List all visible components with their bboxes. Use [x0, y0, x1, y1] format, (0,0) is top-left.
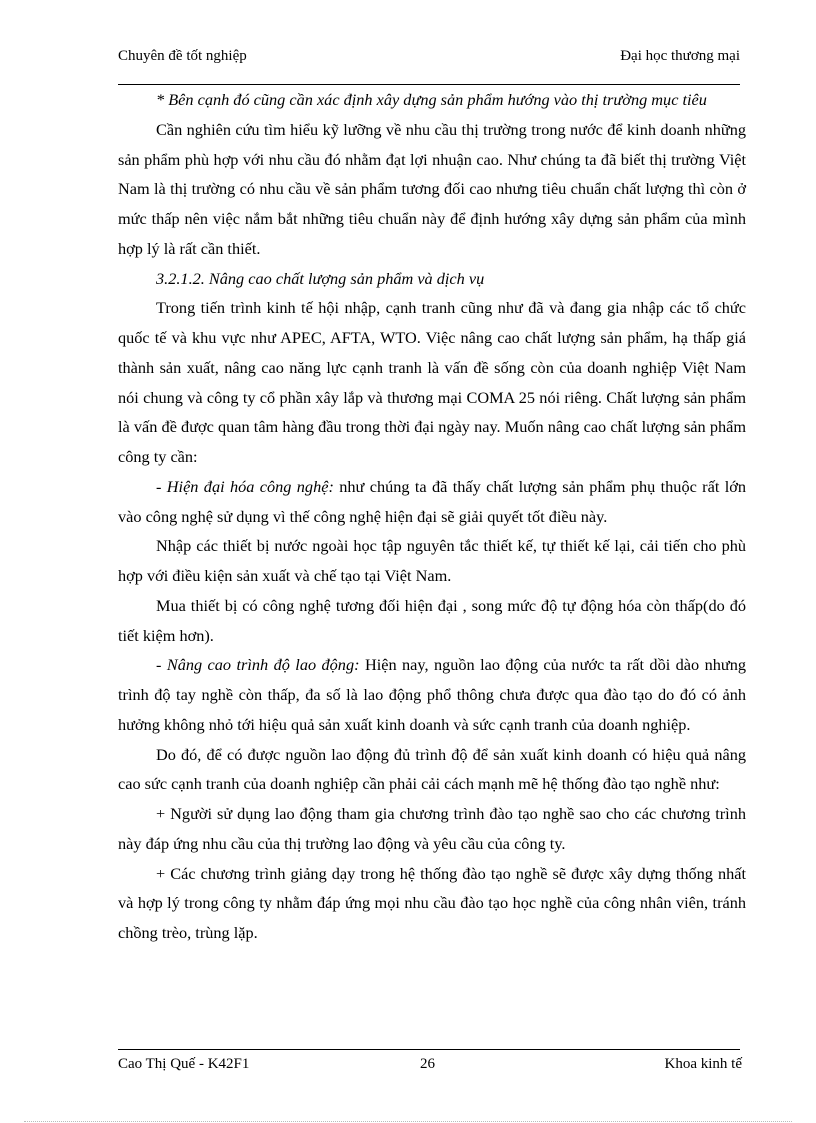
footer-faculty: Khoa kinh tế	[664, 1056, 742, 1072]
modernize-technology-lead: - Hiện đại hóa công nghệ:	[156, 476, 334, 496]
document-body	[118, 85, 746, 948]
page-number: 26	[420, 1056, 435, 1072]
paragraph-curriculum: + Các chương trình giảng dạy trong hệ thống đào tạo nghề sẽ được xây dựng thống nhất và hợp lý trong công ty nhằm đáp ứng mọi nhu cầu đào tạo học nghề của công nhân viên, tránh chồng trèo, trùng lặp.	[118, 863, 746, 942]
page-header	[118, 48, 740, 70]
paragraph-buy-equipment: Mua thiết bị có công nghệ tương đối hiện đại , song mức độ tự động hóa còn thấp(do đó tiết kiệm hơn).	[118, 595, 746, 645]
paragraph-integration: Trong tiến trình kinh tế hội nhập, cạnh tranh cũng như đã và đang gia nhập các tổ chức quốc tế và khu vực như APEC, AFTA, WTO. Việc nâng cao chất lượng sản phẩm, hạ thấp giá thành sản xuất, nâng cao năng lực cạnh tranh là vấn đề sống còn của doanh nghiệp Việt Nam nói chung và công ty cổ phần xây lắp và thương mại COMA 25 nói riêng. Chất lượng sản phẩm là vấn đề được quan tâm hàng đầu trong thời đại ngày nay. Muốn nâng cao chất lượng sản phẩm công ty cần:	[118, 298, 746, 466]
footer-author: Cao Thị Quế - K42F1	[118, 1056, 250, 1072]
header-right-title: Đại học thương mại	[620, 48, 740, 64]
labor-skills-text: Hiện nay, nguồn lao động của nước ta rất dồi dào nhưng trình độ tay nghề còn thấp, đa số là lao động phổ thông chưa được qua đào tạo do đó có ảnh hưởng không nhỏ tới hiệu quả sản xuất kinh doanh và sức cạnh tranh của doanh nghiệp.	[118, 655, 746, 734]
footer-rule	[118, 1049, 740, 1050]
paragraph-modernize-technology	[118, 472, 746, 532]
modernize-technology-text: như chúng ta đã thấy chất lượng sản phẩm phụ thuộc rất lớn vào công nghệ sử dụng vì thế công nghệ hiện đại sẽ giải quyết tốt điều này.	[118, 476, 746, 526]
paragraph-import-equipment: Nhập các thiết bị nước ngoài học tập nguyên tắc thiết kế, tự thiết kế lại, cải tiến cho phù hợp với điều kiện sản xuất và chế tạo tại Việt Nam.	[118, 536, 746, 585]
paragraph-employer-training: + Người sử dụng lao động tham gia chương trình đào tạo nghề sao cho các chương trình này đáp ứng nhu cầu của thị trường lao động và yêu cầu của công ty.	[118, 804, 746, 853]
paragraph-vocational-reform: Do đó, để có được nguồn lao động đủ trình độ để sản xuất kinh doanh có hiệu quả nâng cao sức cạnh tranh của doanh nghiệp cần phải cải cách mạnh mẽ hệ thống đào tạo nghề như:	[118, 744, 746, 794]
header-left-title: Chuyên đề tốt nghiệp	[118, 48, 247, 64]
paragraph-market-research: Cần nghiên cứu tìm hiểu kỹ lưỡng về nhu cầu thị trường trong nước để kinh doanh những sản phẩm phù hợp với nhu cầu đó nhằm đạt lợi nhuận cao. Như chúng ta đã biết thị trường Việt Nam là thị trường có nhu cầu về sản phẩm tương đối cao nhưng tiêu chuẩn chất lượng thì còn ở mức thấp nên việc nắm bắt những tiêu chuẩn này để định hướng xây dựng sản phẩm của mình hợp lý là rất cần thiết.	[118, 119, 746, 258]
paragraph-labor-skills	[118, 650, 746, 739]
section-heading-3-2-1-2: 3.2.1.2. Nâng cao chất lượng sản phẩm và dịch vụ	[156, 268, 485, 288]
page-footer	[118, 1056, 746, 1078]
labor-skills-lead: - Nâng cao trình độ lao động:	[156, 655, 360, 675]
paragraph-target-market: * Bên cạnh đó cũng cần xác định xây dựng sản phẩm hướng vào thị trường mục tiêu	[156, 90, 707, 109]
page-edge-dotted-line	[24, 1121, 792, 1122]
